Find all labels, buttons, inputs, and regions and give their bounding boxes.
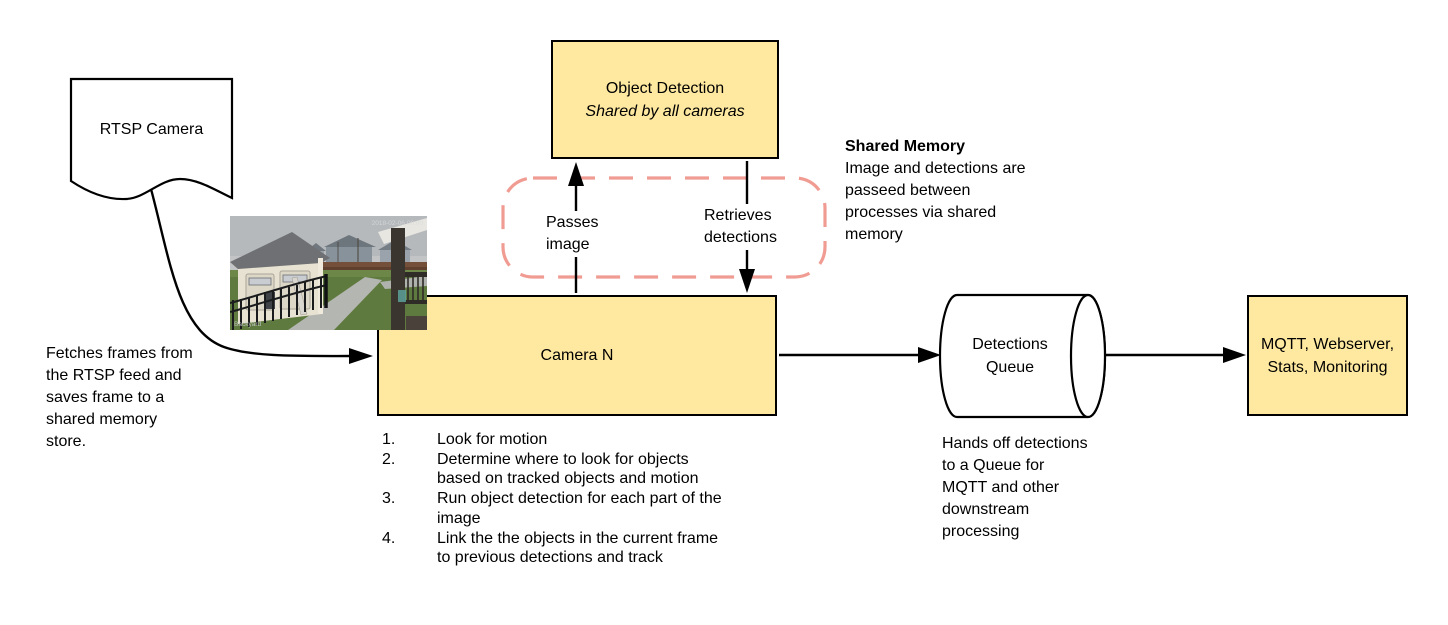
note-line: processes via shared [845,204,997,221]
step-line: Run object detection for each part of the [437,490,722,508]
camera-step [382,489,777,528]
step-line: based on tracked objects and motion [437,470,699,488]
arrowhead-rtsp-to-camera [349,348,373,364]
object-detection-node [551,40,779,159]
object-detection-title: Object Detection [605,79,725,97]
camera-steps-list [382,430,777,568]
step-line: Link the the objects in the current frame [437,529,719,547]
note-line: saves frame to a [46,389,165,406]
rtsp-camera-label: RTSP Camera [99,120,204,138]
camera-snapshot-photo [230,216,427,330]
arrowhead-queue-to-outputs [1223,347,1246,363]
note-line: processing [942,523,1020,540]
outputs-node [1247,295,1408,416]
note-line: store. [46,433,87,450]
step-line: Determine where to look for objects [437,450,689,468]
rtsp-camera-shape [71,79,232,179]
step-line: to previous detections and track [437,549,663,567]
step-number: 3. [382,490,396,508]
note-line: memory [845,226,903,243]
camera-step [382,430,777,450]
camera-n-title: Camera N [540,347,614,364]
fetch-note [46,343,193,453]
detections-queue-node [945,295,1075,416]
note-line: Hands off detections [942,435,1088,452]
note-line: Image and detections are [845,160,1026,177]
outputs-label: MQTT, Webserver, Stats, Monitoring [1260,335,1395,376]
shared-memory-note-title: Shared Memory [845,138,966,155]
step-line: Look for motion [437,431,548,448]
arrowhead-camera-to-queue [918,347,941,363]
arrowhead-passes-image [568,162,584,186]
arrowhead-retrieves-detections [739,269,755,293]
passes-image-label: Passes image [543,211,609,257]
photo-illustration [230,216,427,330]
photo-timestamp: 2018-02-06 00:00 [371,220,423,227]
note-line: MQTT and other [942,479,1060,496]
object-detection-subtitle: Shared by all cameras [585,102,745,120]
step-line: image [437,509,481,527]
step-number: 2. [382,450,396,468]
detections-queue-label: Detections Queue [972,335,1048,376]
note-line: passeed between [845,182,971,199]
note-line: shared memory [46,411,158,428]
note-line: to a Queue for [942,457,1045,474]
photo-corner-label: Backyard [234,321,262,328]
shared-memory-note [845,136,1026,246]
step-number: 1. [382,431,396,448]
step-number: 4. [382,529,396,547]
note-line: downstream [942,501,1030,518]
note-line: the RTSP feed and [46,367,182,384]
camera-step [382,529,777,568]
camera-n-node [377,295,777,416]
retrieves-detections-label: Retrieves detections [701,204,791,250]
camera-step [382,450,777,489]
detections-queue-cylinder-cap [1071,295,1105,417]
note-line: Fetches frames from [46,345,193,362]
handoff-note [942,433,1088,543]
